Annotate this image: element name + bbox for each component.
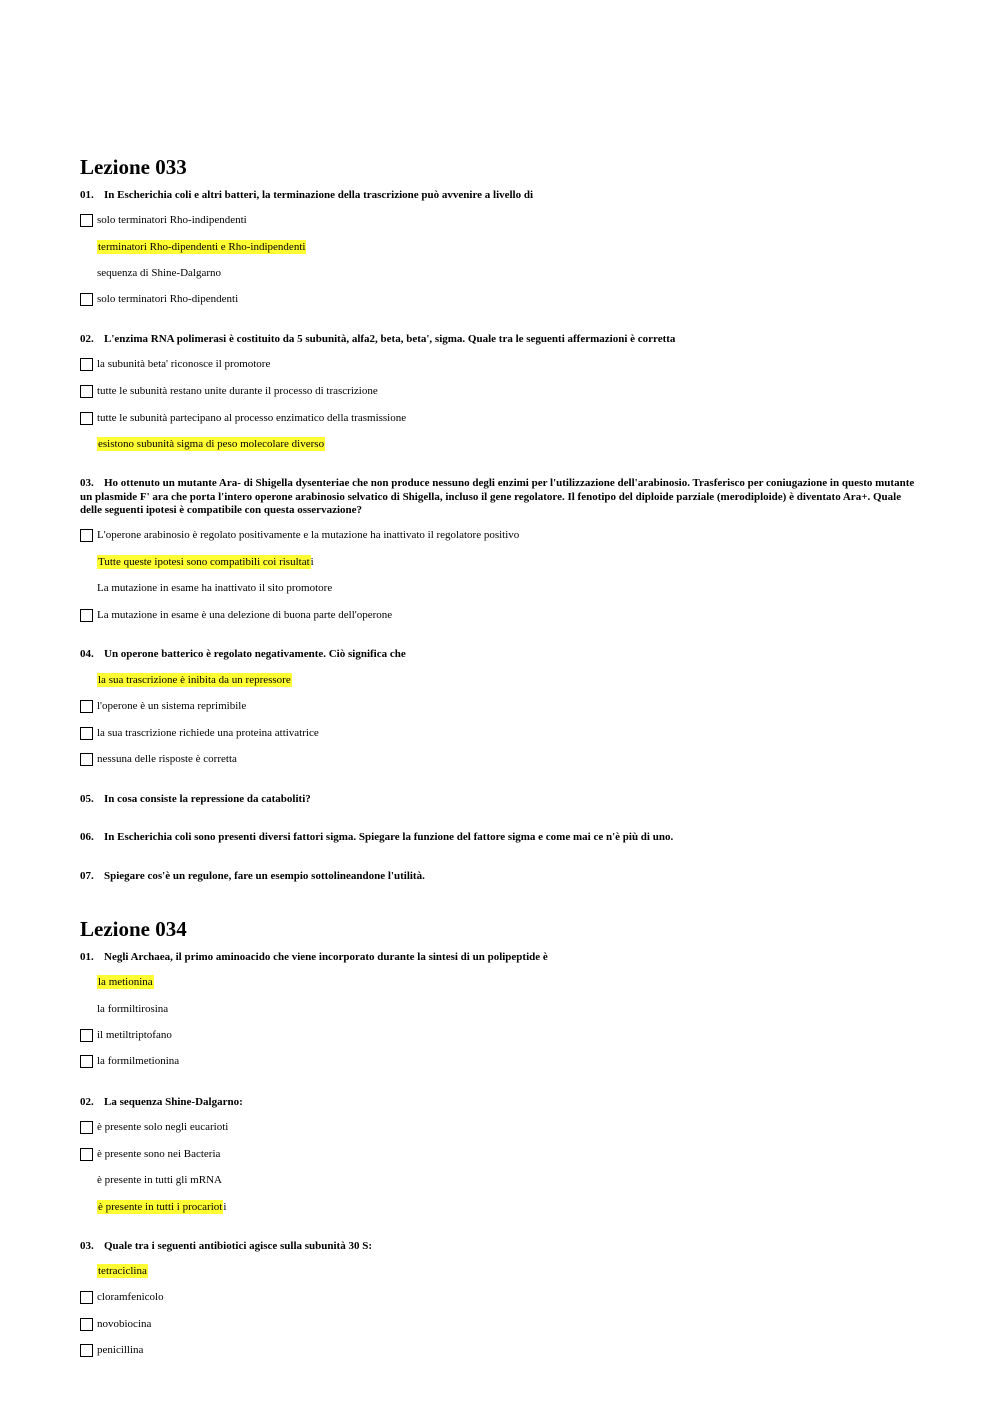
answer-highlighted-text: terminatori Rho-dipendenti e Rho-indipendenti — [98, 241, 306, 253]
answer-text: L'operone arabinosio è regolato positivamente e la mutazione ha inattivato il regolatore positivo — [97, 529, 520, 541]
answer-text: solo terminatori Rho-indipendenti — [97, 214, 247, 226]
answer-text: è presente solo negli eucarioti — [97, 1121, 229, 1133]
answer-option[interactable] — [80, 607, 392, 623]
answer-option[interactable] — [80, 1316, 151, 1332]
question: 01. Negli Archaea, il primo aminoacido che viene incorporato durante la sintesi di un polipeptide è — [80, 951, 548, 963]
answer-highlighted-text: la sua trascrizione è inibita da un repressore — [98, 674, 291, 686]
question: 03. Quale tra i seguenti antibiotici agisce sulla subunità 30 S: — [80, 1240, 372, 1252]
checkbox[interactable] — [80, 1148, 93, 1161]
checkbox[interactable] — [80, 358, 93, 371]
answer-option-correct[interactable] — [80, 239, 306, 255]
lesson-title: Lezione 033 — [80, 155, 187, 179]
answer-option[interactable] — [80, 1119, 228, 1135]
answer-text: la sua trascrizione richiede una proteina attivatrice — [97, 727, 319, 739]
answer-option[interactable] — [80, 1001, 168, 1017]
answer-text: La mutazione in esame è una delezione di buona parte dell'operone — [97, 609, 393, 621]
question-text: In Escherichia coli e altri batteri, la terminazione della trascrizione può avvenire a livello di — [104, 189, 534, 201]
answer-highlighted-text: tetraciclina — [98, 1265, 147, 1277]
answer-text: La mutazione in esame ha inattivato il sito promotore — [97, 582, 333, 594]
question-text: Spiegare cos'è un regulone, fare un esempio sottolineandone l'utilità. — [104, 870, 425, 882]
answer-text: il metiltriptofano — [97, 1029, 172, 1041]
answer-option[interactable] — [80, 410, 406, 426]
question-text: Quale tra i seguenti antibiotici agisce sulla subunità 30 S: — [104, 1240, 372, 1252]
answer-option-correct[interactable] — [80, 554, 314, 570]
checkbox[interactable] — [80, 412, 93, 425]
checkbox[interactable] — [80, 293, 93, 306]
question-text: In cosa consiste la repressione da cataboliti? — [104, 793, 311, 805]
answer-option[interactable] — [80, 751, 237, 767]
answer-text: è presente in tutti gli mRNA — [97, 1174, 222, 1186]
answer-option-correct[interactable] — [80, 672, 292, 688]
answer-option-correct[interactable] — [80, 1263, 148, 1279]
question-text: In Escherichia coli sono presenti diversi fattori sigma. Spiegare la funzione del fattore sigma e come mai ce n'è più di uno. — [104, 831, 674, 843]
question-text: Ho ottenuto un mutante Ara- di Shigella dysenteriae che non produce nessuno degli enzimi per l'utilizzazione dell'arabinosio. Trasferisco per coniugazione in questo mutante un plasmide F' ara che porta l'intero operone arabinosio selvatico di Shigella, incluso il gene regolatore. Il fenotipo del diploide parziale (merodiploide) è diventato Ara+. Quale delle seguenti ipotesi è compatibile con questa osservazione? — [80, 477, 915, 516]
answer-option[interactable] — [80, 1172, 222, 1188]
answer-text: novobiocina — [97, 1318, 152, 1330]
checkbox[interactable] — [80, 700, 93, 713]
checkbox[interactable] — [80, 753, 93, 766]
answer-text: è presente sono nei Bacteria — [97, 1148, 221, 1160]
answer-option[interactable] — [80, 725, 319, 741]
checkbox[interactable] — [80, 214, 93, 227]
checkbox[interactable] — [80, 727, 93, 740]
answer-text: la formiltirosina — [97, 1003, 169, 1015]
question-text: L'enzima RNA polimerasi è costituito da 5 subunità, alfa2, beta, beta', sigma. Quale tra le seguenti affermazioni è corretta — [104, 333, 676, 345]
checkbox[interactable] — [80, 1344, 93, 1357]
answer-option[interactable] — [80, 698, 246, 714]
answer-text-tail: i — [223, 1201, 227, 1213]
answer-highlighted-text: esistono subunità sigma di peso molecolare diverso — [98, 438, 325, 450]
answer-option-correct[interactable] — [80, 974, 154, 990]
answer-option[interactable] — [80, 265, 221, 281]
answer-text-tail: i — [310, 556, 314, 568]
answer-option[interactable] — [80, 1342, 143, 1358]
answer-text: nessuna delle risposte è corretta — [97, 753, 237, 765]
question-text: La sequenza Shine-Dalgarno: — [104, 1096, 243, 1108]
answer-option[interactable] — [80, 212, 247, 228]
checkbox[interactable] — [80, 1291, 93, 1304]
question: 02. La sequenza Shine-Dalgarno: — [80, 1096, 243, 1108]
answer-text: tutte le subunità restano unite durante il processo di trascrizione — [97, 385, 378, 397]
answer-text: sequenza di Shine-Dalgarno — [97, 267, 222, 279]
checkbox[interactable] — [80, 1055, 93, 1068]
answer-text: la formilmetionina — [97, 1055, 180, 1067]
answer-option[interactable] — [80, 1053, 179, 1069]
question: 06. In Escherichia coli sono presenti diversi fattori sigma. Spiegare la funzione del fattore sigma e come mai ce n'è più di uno. — [80, 831, 674, 843]
answer-text: cloramfenicolo — [97, 1291, 164, 1303]
answer-option[interactable] — [80, 1027, 172, 1043]
checkbox[interactable] — [80, 609, 93, 622]
checkbox[interactable] — [80, 1029, 93, 1042]
checkbox[interactable] — [80, 529, 93, 542]
answer-text: tutte le subunità partecipano al processo enzimatico della trasmissione — [97, 412, 407, 424]
answer-option[interactable] — [80, 291, 238, 307]
answer-text: solo terminatori Rho-dipendenti — [97, 293, 239, 305]
answer-option-correct[interactable] — [80, 1199, 226, 1215]
answer-option[interactable] — [80, 580, 332, 596]
answer-highlighted-text: è presente in tutti i procariot — [98, 1201, 223, 1213]
answer-text: l'operone è un sistema reprimibile — [97, 700, 247, 712]
answer-text: la subunità beta' riconosce il promotore — [97, 358, 271, 370]
answer-option[interactable] — [80, 1289, 164, 1305]
question: 07. Spiegare cos'è un regulone, fare un esempio sottolineandone l'utilità. — [80, 870, 425, 882]
checkbox[interactable] — [80, 1121, 93, 1134]
answer-text: penicillina — [97, 1344, 144, 1356]
checkbox[interactable] — [80, 385, 93, 398]
answer-option[interactable] — [80, 383, 378, 399]
question: 03. Ho ottenuto un mutante Ara- di Shigella dysenteriae che non produce nessuno degli enzimi per l'utilizzazione dell'arabinosio. Trasferisco per coniugazione in questo mutante un plasmide F' ara che porta l'intero operone arabinosio selvatico di Shigella, incluso il gene regolatore. Il fenotipo del diploide parziale (merodiploide) è diventato Ara+. Quale delle seguenti ipotesi è compatibile con questa osservazione? — [80, 477, 915, 516]
question-text: Negli Archaea, il primo aminoacido che viene incorporato durante la sintesi di un polipeptide è — [104, 951, 548, 963]
checkbox[interactable] — [80, 1318, 93, 1331]
question: 01. In Escherichia coli e altri batteri, la terminazione della trascrizione può avvenire a livello di — [80, 189, 534, 201]
question: 04. Un operone batterico è regolato negativamente. Ciò significa che — [80, 648, 406, 660]
question: 02. L'enzima RNA polimerasi è costituito da 5 subunità, alfa2, beta, beta', sigma. Quale tra le seguenti affermazioni è corretta — [80, 333, 676, 345]
answer-option-correct[interactable] — [80, 436, 325, 452]
answer-highlighted-text: Tutte queste ipotesi sono compatibili coi risultat — [98, 556, 310, 568]
lesson-title: Lezione 034 — [80, 917, 187, 941]
answer-option[interactable] — [80, 527, 519, 543]
question: 05. In cosa consiste la repressione da cataboliti? — [80, 793, 311, 805]
question-text: Un operone batterico è regolato negativamente. Ciò significa che — [104, 648, 406, 660]
answer-option[interactable] — [80, 356, 270, 372]
answer-option[interactable] — [80, 1146, 220, 1162]
answer-highlighted-text: la metionina — [98, 976, 153, 988]
